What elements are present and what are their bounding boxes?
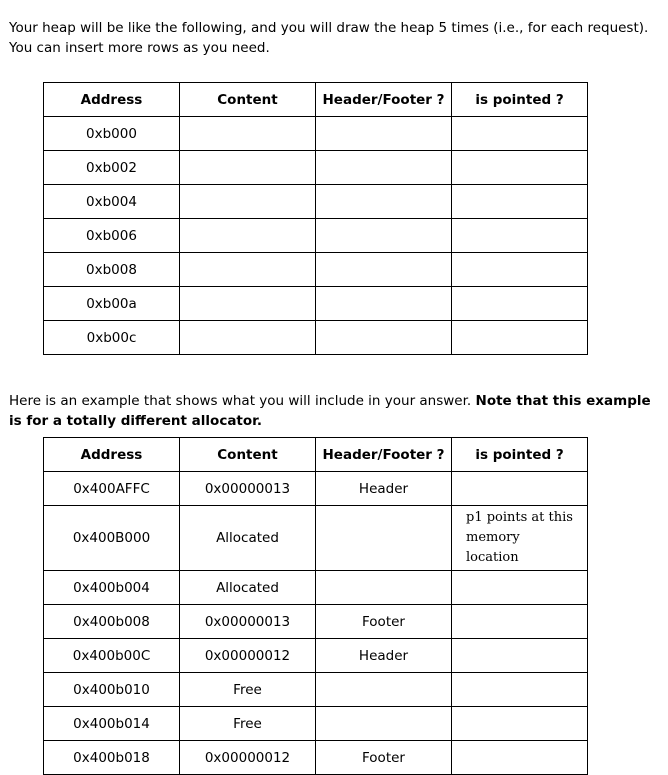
cell-is-pointed: p1 points at this memory location [452,506,588,571]
table-row [44,321,588,355]
table-row [44,707,588,741]
cell-header-footer [316,321,452,355]
column-header-is-pointed: is pointed ? [452,83,588,117]
column-header-address: Address [44,83,180,117]
cell-content: Free [180,673,316,707]
cell-header-footer [316,287,452,321]
cell-content: Allocated [180,571,316,605]
cell-content: 0x00000013 [180,605,316,639]
cell-is-pointed [452,321,588,355]
cell-header-footer [316,673,452,707]
table-row [44,287,588,321]
cell-is-pointed [452,707,588,741]
cell-address: 0xb004 [44,185,180,219]
example-text: Here is an example that shows what you will include in your answer. [9,393,476,409]
cell-header-footer [316,707,452,741]
cell-content [180,253,316,287]
cell-header-footer [316,571,452,605]
table-row [44,117,588,151]
cell-address: 0x400b018 [44,741,180,775]
cell-content [180,117,316,151]
cell-content [180,321,316,355]
cell-address: 0x400b014 [44,707,180,741]
intro-paragraph: Your heap will be like the following, and you will draw the heap 5 times (i.e., for each request). You can insert more rows as you need. [9,20,649,56]
table-row [44,639,588,673]
cell-address: 0x400b00C [44,639,180,673]
cell-is-pointed [452,219,588,253]
cell-content: 0x00000013 [180,472,316,506]
cell-header-footer [316,151,452,185]
cell-is-pointed [452,151,588,185]
cell-header-footer: Header [316,472,452,506]
cell-address: 0xb00a [44,287,180,321]
column-header-content: Content [180,83,316,117]
cell-is-pointed [452,253,588,287]
cell-is-pointed [452,571,588,605]
table-row [44,741,588,775]
cell-header-footer: Header [316,639,452,673]
column-header-content: Content [180,438,316,472]
table-header-row [44,83,588,117]
cell-header-footer [316,185,452,219]
table-header-row [44,438,588,472]
table-row [44,151,588,185]
table-row [44,219,588,253]
cell-is-pointed [452,472,588,506]
cell-is-pointed [452,185,588,219]
cell-content [180,151,316,185]
table-row [44,506,588,571]
heap-table-example [43,437,588,775]
cell-address: 0x400B000 [44,506,180,571]
column-header-is-pointed: is pointed ? [452,438,588,472]
cell-is-pointed [452,741,588,775]
table-row [44,571,588,605]
cell-address: 0xb000 [44,117,180,151]
cell-address: 0xb00c [44,321,180,355]
cell-header-footer: Footer [316,741,452,775]
cell-header-footer [316,253,452,287]
cell-is-pointed [452,117,588,151]
cell-is-pointed [452,287,588,321]
cell-header-footer [316,117,452,151]
column-header-header-footer: Header/Footer ? [316,438,452,472]
cell-address: 0x400b010 [44,673,180,707]
cell-content [180,185,316,219]
cell-header-footer: Footer [316,605,452,639]
cell-address: 0x400b004 [44,571,180,605]
table-row [44,673,588,707]
table-row [44,472,588,506]
cell-header-footer [316,506,452,571]
cell-content [180,287,316,321]
cell-content: Free [180,707,316,741]
example-paragraph [9,391,662,431]
cell-header-footer [316,219,452,253]
cell-content: 0x00000012 [180,639,316,673]
cell-is-pointed [452,639,588,673]
cell-address: 0x400b008 [44,605,180,639]
cell-address: 0xb008 [44,253,180,287]
cell-content: Allocated [180,506,316,571]
heap-table-template [43,82,588,355]
cell-content: 0x00000012 [180,741,316,775]
example-note: Note that this example is for a totally different allocator. [9,393,651,429]
column-header-header-footer: Header/Footer ? [316,83,452,117]
cell-is-pointed [452,673,588,707]
cell-address: 0xb006 [44,219,180,253]
table-row [44,253,588,287]
table-row [44,605,588,639]
column-header-address: Address [44,438,180,472]
cell-address: 0xb002 [44,151,180,185]
table-row [44,185,588,219]
cell-is-pointed [452,605,588,639]
cell-content [180,219,316,253]
cell-address: 0x400AFFC [44,472,180,506]
